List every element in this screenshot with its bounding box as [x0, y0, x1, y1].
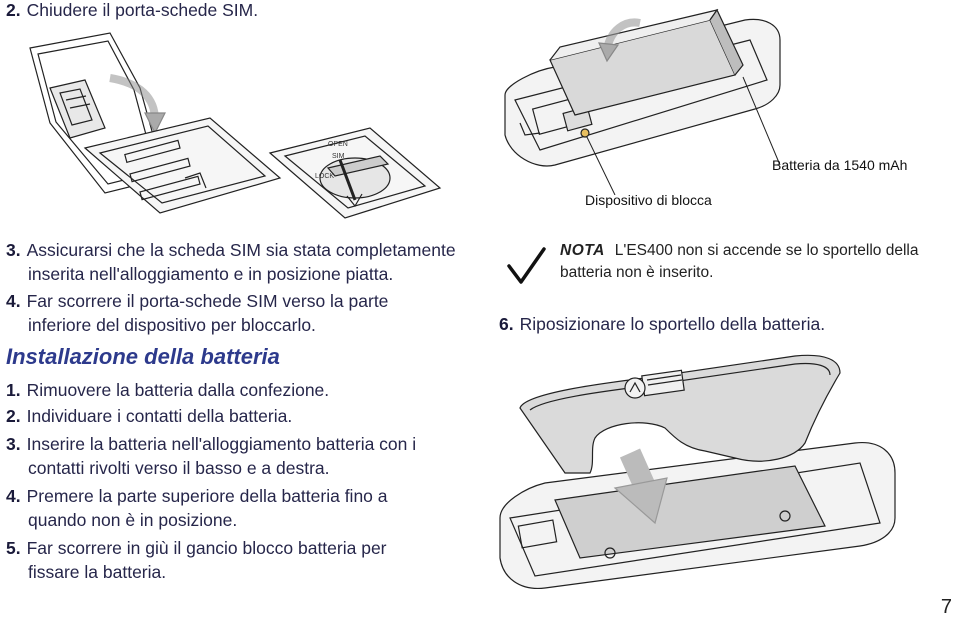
note-line-2: batteria non è inserito.	[560, 264, 714, 281]
note-block	[560, 240, 950, 284]
battery-step-4: 4. Premere la parte superiore della batteria fino a quando non è in posizione.	[6, 486, 388, 530]
step-6-replace-door: 6. Riposizionare lo sportello della batteria.	[499, 314, 826, 334]
caption-battery: Batteria da 1540 mAh	[772, 157, 908, 173]
sim-tray-illustration	[10, 28, 460, 228]
battery-step-3: 3. Inserire la batteria nell'alloggiamento batteria con i contatti rivolti verso il basso e a destra.	[6, 434, 417, 478]
sim-tray-sim-label: SIM	[332, 153, 345, 160]
section-heading: Installazione della batteria	[6, 344, 280, 369]
step-2-close-sim: 2. Chiudere il porta-schede SIM.	[6, 0, 259, 20]
battery-step-5: 5. Far scorrere in giù il gancio blocco batteria per fissare la batteria.	[6, 538, 387, 582]
step-4-slide-sim-holder: 4. Far scorrere il porta-schede SIM verso la parte inferiore del dispositivo per bloccarlo.	[6, 291, 389, 335]
battery-step-1: 1. Rimuovere la batteria dalla confezione.	[6, 380, 330, 400]
note-label: NOTA	[560, 242, 605, 259]
note-line-1: L'ES400 non si accende se lo sportello della	[614, 242, 919, 259]
sim-tray-lock-label: LOCK	[315, 173, 335, 180]
battery-insertion-illustration	[495, 5, 795, 195]
step-3-sim-inserted: 3. Assicurarsi che la scheda SIM sia stata completamente inserita nell'alloggiamento e in posizione piatta.	[6, 240, 456, 284]
caption-lock-device: Dispositivo di blocca	[585, 192, 712, 208]
checkmark-icon	[506, 246, 546, 286]
page-number: 7	[940, 596, 952, 618]
battery-door-illustration	[495, 348, 955, 598]
sim-tray-open-label: OPEN	[328, 141, 348, 148]
battery-step-2: 2. Individuare i contatti della batteria.	[6, 406, 293, 426]
